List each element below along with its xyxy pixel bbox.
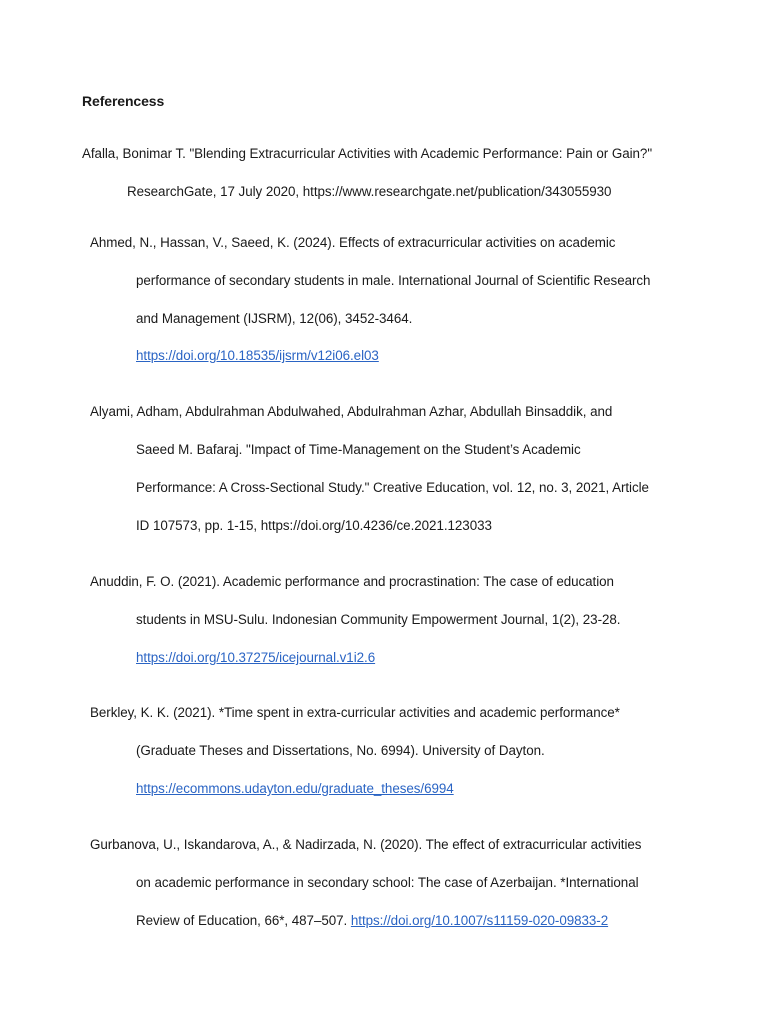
- ref-alyami-line-4: ID 107573, pp. 1-15, https://doi.org/10.4236/ce.2021.123033: [136, 518, 492, 533]
- ref-anuddin-line-2: students in MSU-Sulu. Indonesian Community Empowerment Journal, 1(2), 23-28.: [136, 612, 621, 627]
- ref-gurbanova-line-1: Gurbanova, U., Iskandarova, A., & Nadirzada, N. (2020). The effect of extracurricular activities: [90, 837, 642, 852]
- ref-alyami-line-2: Saeed M. Bafaraj. "Impact of Time-Management on the Student’s Academic: [136, 442, 581, 457]
- ref-gurbanova-line-2: on academic performance in secondary school: The case of Azerbaijan. *International: [136, 875, 639, 890]
- ref-ahmed-line-2: performance of secondary students in male. International Journal of Scientific Research: [136, 273, 651, 288]
- ref-alyami-line-1: Alyami, Adham, Abdulrahman Abdulwahed, Abdulrahman Azhar, Abdullah Binsaddik, and: [90, 404, 613, 419]
- ref-afalla-line-1: Afalla, Bonimar T. "Blending Extracurricular Activities with Academic Performance: Pain or Gain?": [82, 146, 653, 161]
- ref-gurbanova-line-3-text: Review of Education, 66*, 487–507.: [136, 913, 351, 928]
- ref-berkley-line-1: Berkley, K. K. (2021). *Time spent in extra-curricular activities and academic performance*: [90, 705, 620, 720]
- ref-gurbanova-doi-link[interactable]: https://doi.org/10.1007/s11159-020-09833-2: [350, 913, 609, 928]
- ref-alyami-line-3: Performance: A Cross-Sectional Study." Creative Education, vol. 12, no. 3, 2021, Article: [136, 480, 649, 495]
- references-heading: Referencess: [82, 93, 165, 109]
- ref-ahmed-doi-link[interactable]: https://doi.org/10.18535/ijsrm/v12i06.el03: [136, 348, 379, 363]
- ref-anuddin-doi-link[interactable]: https://doi.org/10.37275/icejournal.v1i2.6: [136, 650, 376, 665]
- ref-gurbanova-line-3: [136, 912, 608, 930]
- ref-anuddin-line-1: Anuddin, F. O. (2021). Academic performance and procrastination: The case of education: [90, 574, 614, 589]
- ref-ahmed-line-1: Ahmed, N., Hassan, V., Saeed, K. (2024). Effects of extracurricular activities on academic: [90, 235, 616, 250]
- ref-ahmed-line-3: and Management (IJSRM), 12(06), 3452-3464.: [136, 311, 413, 326]
- ref-afalla-line-2: ResearchGate, 17 July 2020, https://www.researchgate.net/publication/343055930: [127, 184, 612, 199]
- ref-berkley-line-2: (Graduate Theses and Dissertations, No. 6994). University of Dayton.: [136, 743, 545, 758]
- ref-berkley-link[interactable]: https://ecommons.udayton.edu/graduate_theses/6994: [136, 781, 454, 796]
